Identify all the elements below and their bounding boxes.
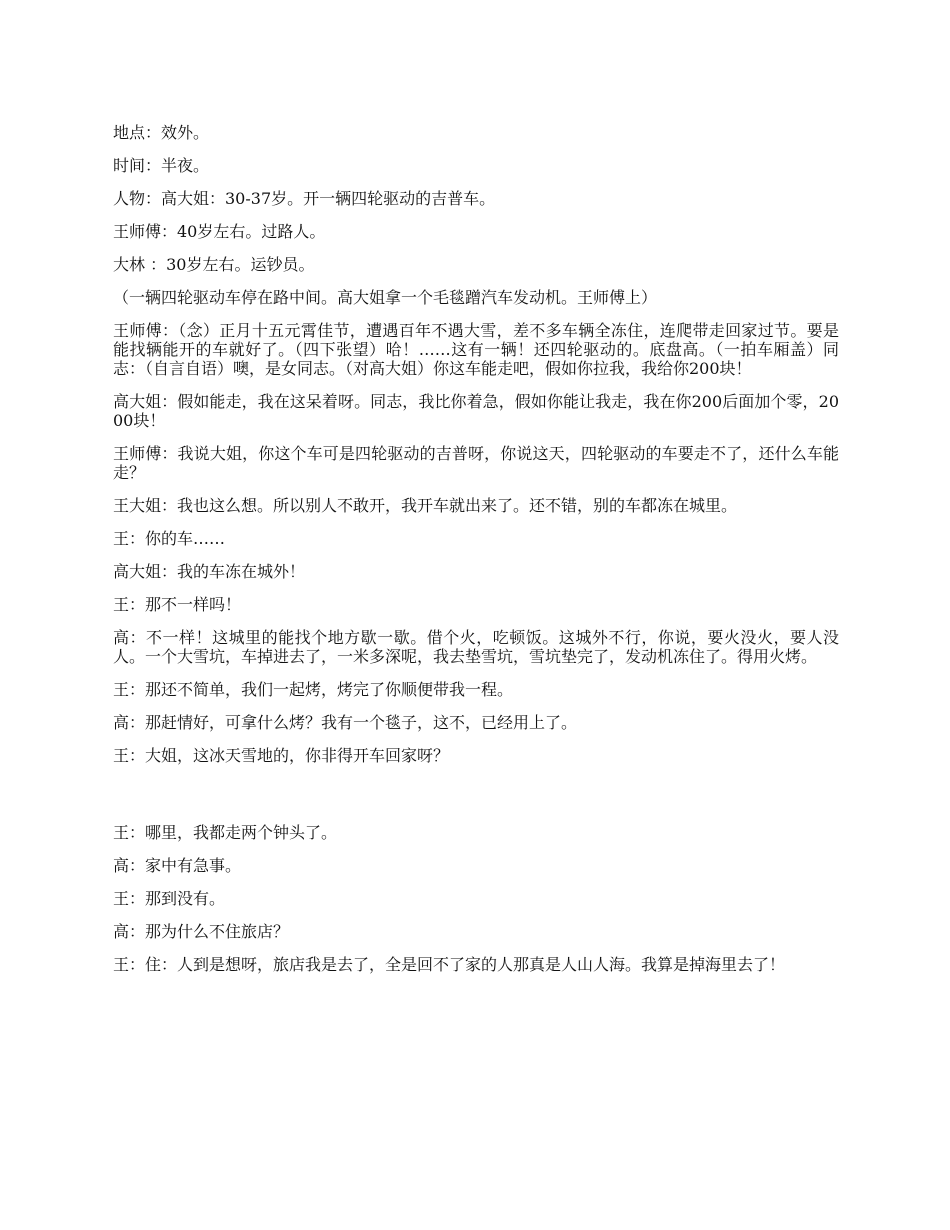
paragraph-characters: 人物：高大姐：30-37岁。开一辆四轮驱动的吉普车。 [113,189,496,208]
dialogue-line: 高大姐：假如能走，我在这呆着呀。同志，我比你着急，假如你能让我走，我在你200后面加个零，2000块！ [113,392,839,430]
dialogue-line: 王大姐：我也这么想。所以别人不敢开，我开车就出来了。还不错，别的车都冻在城里。 [113,496,738,515]
dialogue-line: 王师傅：我说大姐，你这个车可是四轮驱动的吉普呀，你说这天，四轮驱动的车要走不了，还什么车能走？ [113,444,839,482]
dialogue-line: 王：那还不简单，我们一起烤，烤完了你顺便带我一程。 [113,680,514,699]
dialogue-line: 王：那不一样吗！ [113,595,242,614]
paragraph-character-dalin: 大林 ：30岁左右。运钞员。 [113,255,315,274]
dialogue-line: 王：你的车…… [113,529,226,548]
paragraph-location: 地点：效外。 [113,123,210,142]
dialogue-line: 王：住：人到是想呀，旅店我是去了，全是回不了家的人那真是人山人海。我算是掉海里去了！ [113,955,786,974]
dialogue-line: 高：那赶情好，可拿什么烤？我有一个毯子，这不，已经用上了。 [113,713,578,732]
dialogue-line: 高：那为什么不住旅店？ [113,922,290,941]
dialogue-line: 高：不一样！这城里的能找个地方歇一歇。借个火，吃顿饭。这城外不行，你说，要火没火，要人没人。一个大雪坑，车掉进去了，一米多深呢，我去垫雪坑，雪坑垫完了，发动机冻住了。得用火烤。 [113,628,839,666]
dialogue-line: 王：那到没有。 [113,889,226,908]
paragraph-time: 时间：半夜。 [113,156,210,175]
dialogue-line: 王：大姐，这冰天雪地的，你非得开车回家呀？ [113,746,450,765]
document-page [113,123,839,988]
dialogue-line: 高大姐：我的车冻在城外！ [113,562,306,581]
paragraph-character-wang: 王师傅：40岁左右。过路人。 [113,222,326,241]
paragraph-stage-direction: （一辆四轮驱动车停在路中间。高大姐拿一个毛毯蹭汽车发动机。王师傅上） [113,288,658,307]
dialogue-line: 王：哪里，我都走两个钟头了。 [113,823,338,842]
dialogue-line: 王师傅：（念）正月十五元霄佳节，遭遇百年不遇大雪，差不多车辆全冻住，连爬带走回家过节。要是能找辆能开的车就好了。（四下张望）哈！……这有一辆！还四轮驱动的。底盘高。（一拍车厢盖）同志：（自言自语）噢，是女同志。（对高大姐）你这车能走吧，假如你拉我，我给你200块！ [113,321,839,378]
dialogue-line: 高：家中有急事。 [113,856,242,875]
